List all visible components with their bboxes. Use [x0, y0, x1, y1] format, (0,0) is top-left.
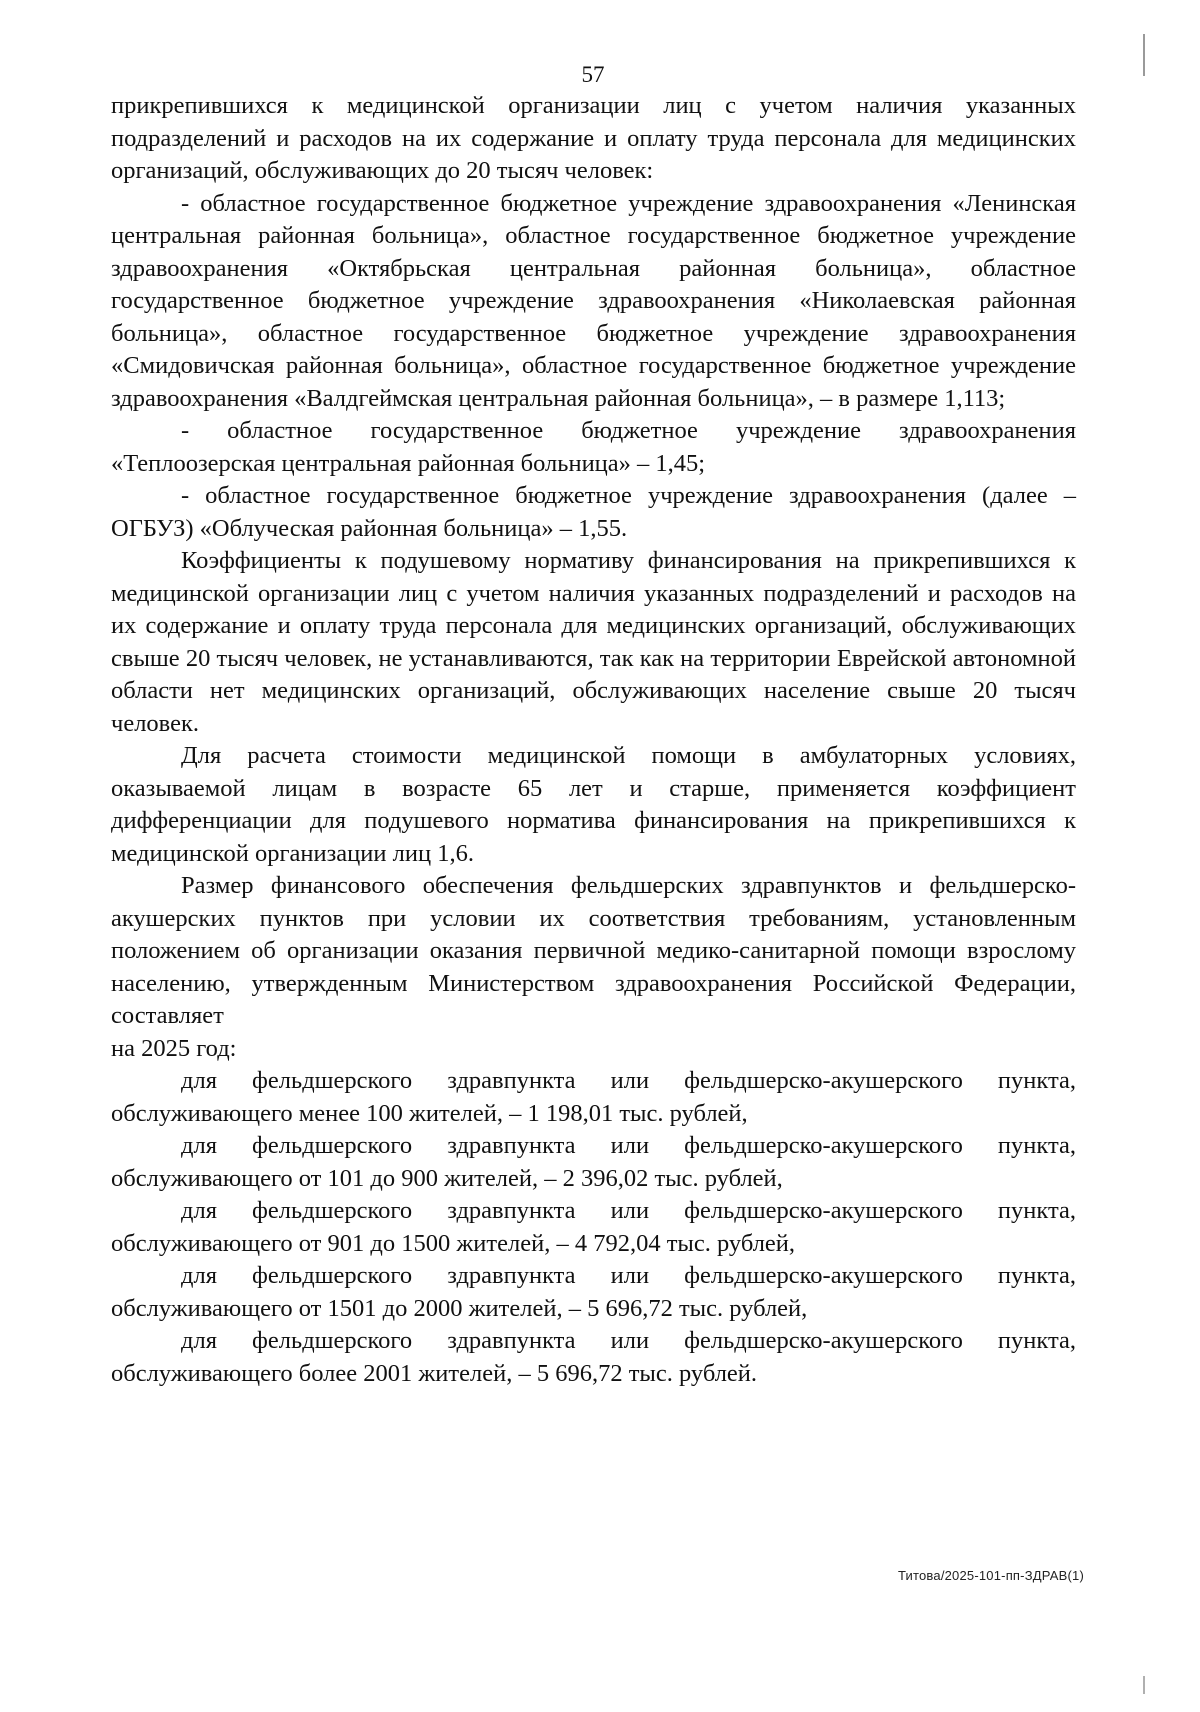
document-body — [111, 90, 1076, 1390]
paragraph: - областное государственное бюджетное учреждение здравоохранения «Теплоозерская центральная районная больница» – 1,45; — [111, 417, 1076, 477]
paragraph: для фельдшерского здравпункта или фельдшерско-акушерского пункта, обслуживающего от 101 до 900 жителей, – 2 396,02 тыс. рублей, — [111, 1132, 1076, 1192]
paragraph: - областное государственное бюджетное учреждение здравоохранения «Ленинская центральная районная больница», областное государственное бюджетное учреждение здравоохранения «Октябрьская центральная районная больница», областное государственное бюджетное учреждение здравоохранения «Николаевская районная больница», областное государственное бюджетное учреждение здравоохранения «Смидовичская районная больница», областное государственное бюджетное учреждение здравоохранения «Валдгеймская центральная районная больница», – в размере 1,113; — [111, 189, 1076, 412]
paragraph: Коэффициенты к подушевому нормативу финансирования на прикрепившихся к медицинской организации лиц с учетом наличия указанных подразделений и расходов на их содержание и оплату труда персонала для медицинских организаций, обслуживающих свыше 20 тысяч человек, не устанавливаются, так как на территории Еврейской автономной области нет медицинских организаций, обслуживающих население свыше 20 тысяч человек. — [111, 547, 1076, 737]
paragraph: для фельдшерского здравпункта или фельдшерско-акушерского пункта, обслуживающего от 1501 до 2000 жителей, – 5 696,72 тыс. рублей, — [111, 1262, 1076, 1322]
page-number-text: 57 — [581, 62, 605, 87]
page-number — [0, 60, 1200, 90]
paragraph: Размер финансового обеспечения фельдшерских здравпунктов и фельдшерско-акушерских пунктов при условии их соответствия требованиям, установленным положением об организации оказания первичной медико-санитарной помощи взрослому населению, утвержденным Министерством здравоохранения Российской Федерации, составляет — [111, 872, 1076, 1029]
paragraph: Для расчета стоимости медицинской помощи в амбулаторных условиях, оказываемой лицам в возрасте 65 лет и старше, применяется коэффициент дифференциации для подушевого норматива финансирования на прикрепившихся к медицинской организации лиц 1,6. — [111, 742, 1076, 867]
paragraph: для фельдшерского здравпункта или фельдшерско-акушерского пункта, обслуживающего менее 100 жителей, – 1 198,01 тыс. рублей, — [111, 1067, 1076, 1127]
paragraph: для фельдшерского здравпункта или фельдшерско-акушерского пункта, обслуживающего более 2001 жителей, – 5 696,72 тыс. рублей. — [111, 1327, 1076, 1387]
paragraph: прикрепившихся к медицинской организации лиц с учетом наличия указанных подразделений и расходов на их содержание и оплату труда персонала для медицинских организаций, обслуживающих до 20 тысяч человек: — [111, 92, 1076, 184]
paragraph: на 2025 год: — [111, 1034, 237, 1062]
paragraph: - областное государственное бюджетное учреждение здравоохранения (далее – ОГБУЗ) «Облуческая районная больница» – 1,55. — [111, 482, 1076, 542]
paragraph: для фельдшерского здравпункта или фельдшерско-акушерского пункта, обслуживающего от 901 до 1500 жителей, – 4 792,04 тыс. рублей, — [111, 1197, 1076, 1257]
document-footer-code: Титова/2025-101-пп-ЗДРАВ(1) — [897, 1568, 1084, 1583]
scan-edge-mark — [1143, 1676, 1145, 1694]
